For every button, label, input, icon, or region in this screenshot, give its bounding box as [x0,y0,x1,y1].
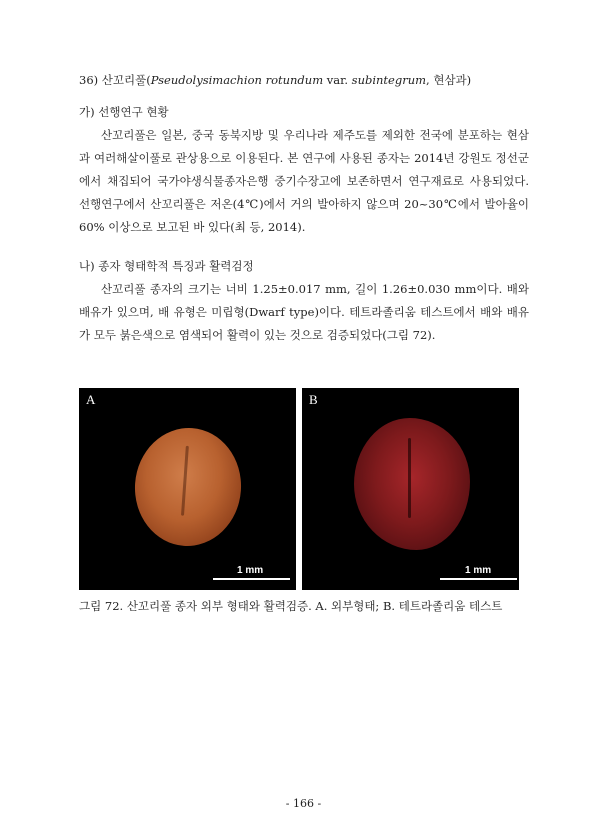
section-title-morphology: 나) 종자 형태학적 특징과 활력검정 [79,259,254,273]
seed-tetrazolium-image [354,418,470,550]
figure-panel-b [302,388,519,590]
panel-b-label: B [309,392,318,407]
paragraph-morphology: 산꼬리풀 종자의 크기는 너비 1.25±0.017 mm, 길이 1.26±0.030 mm이다. 배와 배유가 있으며, 배 유형은 미립형(Dwarf type)이다. 테트라졸리움 테스트에서 배와 배유가 모두 붉은색으로 염색되어 활력이 있는 것으로 검증되었다(그림 72). [79,282,529,342]
page-number: - 166 - [285,797,322,810]
panel-a-scale-bar [213,578,290,580]
species-family: , 현삼과) [426,73,472,87]
species-heading [79,72,471,88]
panel-a-label: A [86,392,96,407]
species-korean-name: 산꼬리풀( [101,73,151,87]
species-number: 36) [79,73,102,87]
panel-a-scale-text: 1 mm [237,565,264,576]
figure-panel-a [79,388,296,590]
panel-b-scale-text: 1 mm [465,565,492,576]
panel-b-scale-bar [440,578,517,580]
seed-ridge [181,446,189,516]
section-title-prior-research: 가) 선행연구 현황 [79,105,169,119]
species-var-label: var. [323,73,352,87]
seed-external-image [131,424,245,549]
paragraph-prior-research: 산꼬리풀은 일본, 중국 동북지방 및 우리나라 제주도를 제외한 전국에 분포하는 현삼과 여러해살이풀로 관상용으로 이용된다. 본 연구에 사용된 종자는 2014년 강원도 정선군에서 채집되어 국가야생식물종자은행 중기수장고에 보존하면서 연구재료로 사용되었다. 선행연구에서 산꼬리풀은 저온(4℃)에서 거의 발아하지 않으며 20~30℃에서 발아율이 60% 이상으로 보고된 바 있다(최 등, 2014). [79,128,529,234]
species-scientific-name: Pseudolysimachion rotundum [150,73,324,87]
figure-caption: 그림 72. 산꼬리풀 종자 외부 형태와 활력검증. A. 외부형태; B. 테트라졸리움 테스트 [79,599,503,613]
seed-ridge [408,438,411,518]
species-variety-name: subintegrum [351,73,427,87]
